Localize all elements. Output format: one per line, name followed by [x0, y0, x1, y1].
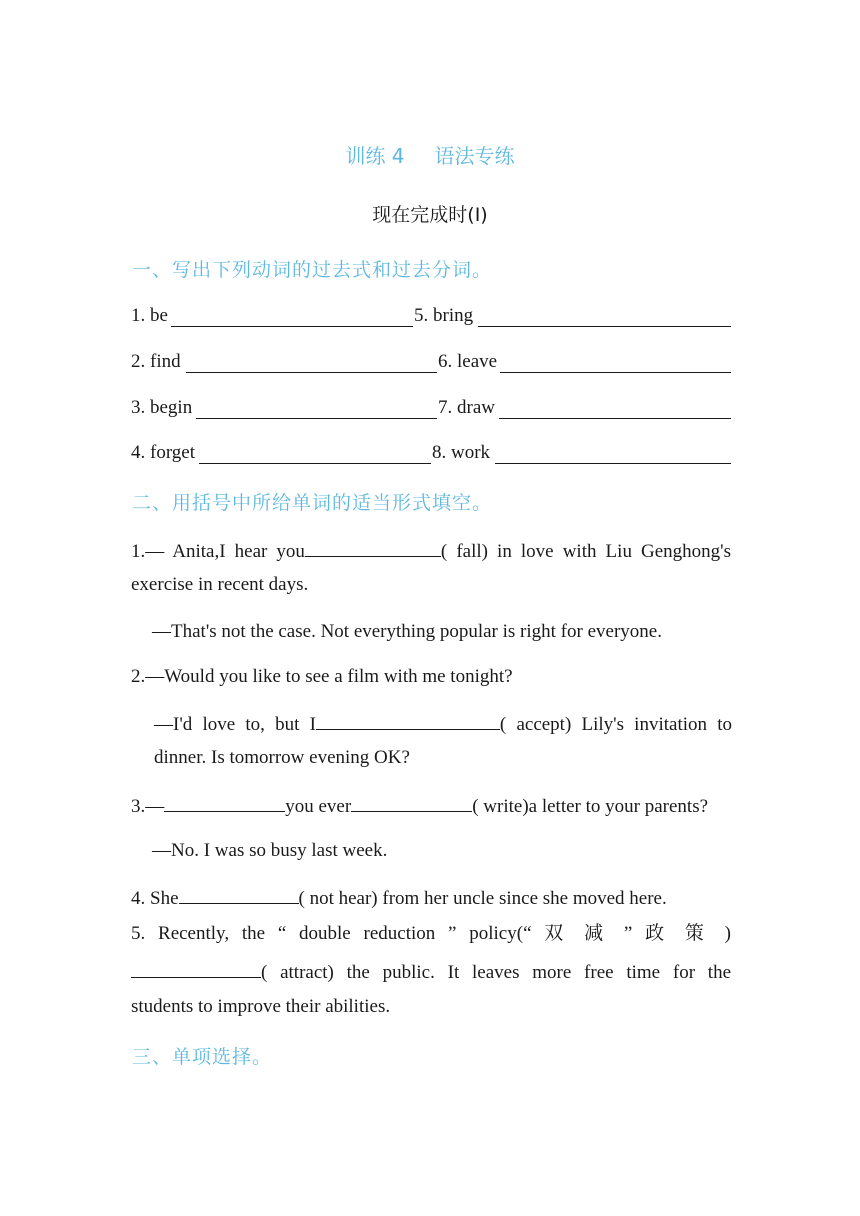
answer-blank[interactable] — [171, 326, 413, 327]
answer-blank[interactable] — [316, 711, 500, 730]
vocab-word-forget: 4. forget — [131, 442, 196, 463]
vocab-row-3 — [131, 397, 731, 423]
answer-blank[interactable] — [186, 372, 437, 373]
q2-text: —I'd love to, but I — [154, 714, 316, 735]
q5-text: ( attract) the public. It leaves more free time for the — [261, 962, 731, 983]
answer-blank[interactable] — [199, 463, 431, 464]
title-topic: 语法专练 — [434, 144, 515, 168]
title-lesson: 训练 4 — [345, 144, 405, 168]
q1-text-line2: exercise in recent days. — [131, 574, 309, 595]
vocab-word-find: 2. find — [131, 351, 181, 372]
section1-heading: 一、写出下列动词的过去式和过去分词。 — [132, 259, 493, 281]
answer-blank[interactable] — [305, 538, 441, 557]
vocab-word-leave: 6. leave — [438, 351, 498, 372]
vocab-word-be: 1. be — [131, 305, 168, 326]
answer-blank[interactable] — [131, 959, 261, 978]
q5-line2 — [131, 959, 731, 985]
vocab-row-2 — [131, 351, 731, 377]
answer-blank[interactable] — [179, 885, 299, 904]
answer-blank[interactable] — [495, 463, 731, 464]
answer-blank[interactable] — [196, 418, 437, 419]
section2-heading: 二、用括号中所给单词的适当形式填空。 — [132, 492, 493, 514]
page-title — [0, 140, 860, 169]
q4-text: 4. She — [131, 888, 179, 909]
q3-response: —No. I was so busy last week. — [152, 840, 388, 861]
q1-text: 1.— Anita,I hear you — [131, 541, 305, 562]
q2-line2 — [154, 711, 732, 737]
vocab-word-bring: 5. bring — [414, 305, 474, 326]
q4-line — [131, 885, 731, 911]
q2-text-line3: dinner. Is tomorrow evening OK? — [154, 747, 410, 768]
vocab-word-work: 8. work — [432, 442, 491, 463]
q2-question: 2.—Would you like to see a film with me tonight? — [131, 666, 513, 687]
q2-text-cont: ( accept) Lily's invitation to — [499, 714, 732, 735]
answer-blank[interactable] — [499, 418, 731, 419]
q5-text-line3: students to improve their abilities. — [131, 996, 391, 1017]
q5-line1: 5. Recently, the “ double reduction ” policy(“ 双 减 ” 政 策 ) — [131, 923, 731, 944]
q3-text-mid: you ever — [285, 796, 352, 817]
vocab-word-draw: 7. draw — [438, 397, 495, 418]
answer-blank[interactable] — [351, 793, 472, 812]
section3-heading: 三、单项选择。 — [132, 1046, 273, 1068]
q1-text-cont: ( fall) in love with Liu Genghong's — [440, 541, 731, 562]
q1-line1 — [131, 538, 731, 564]
vocab-word-begin: 3. begin — [131, 397, 193, 418]
page-subtitle: 现在完成时(Ⅰ) — [372, 204, 488, 226]
q3-text: 3.— — [131, 796, 165, 817]
answer-blank[interactable] — [500, 372, 731, 373]
q3-text-end: ( write)a letter to your parents? — [472, 796, 709, 817]
answer-blank[interactable] — [478, 326, 731, 327]
q4-text-cont: ( not hear) from her uncle since she moved here. — [298, 888, 667, 909]
q3-line1 — [131, 793, 731, 819]
q1-response: —That's not the case. Not everything popular is right for everyone. — [152, 621, 662, 642]
answer-blank[interactable] — [164, 793, 285, 812]
vocab-row-4 — [131, 442, 731, 468]
vocab-row-1 — [131, 305, 731, 331]
